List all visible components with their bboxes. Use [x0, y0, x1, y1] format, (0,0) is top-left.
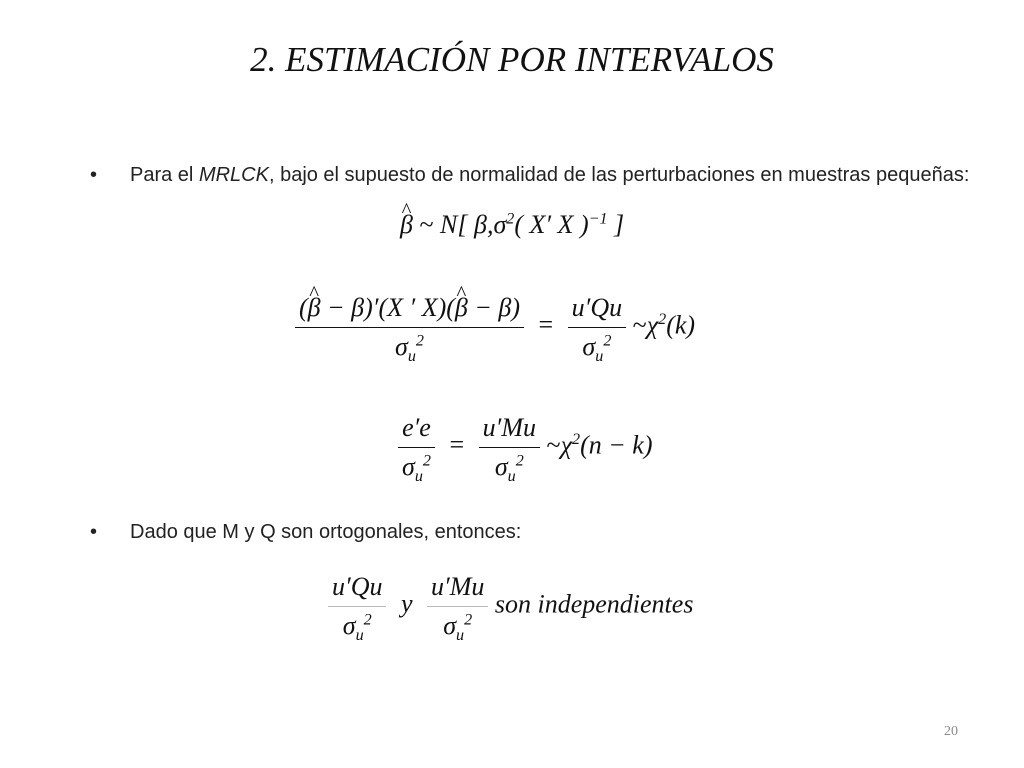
slide-number: 20 [944, 724, 958, 739]
bullet-dot: • [90, 164, 98, 186]
equation-independence: $\frac{u'Qu}{\sigma_u^2}$ y $\frac{u'Mu}{\sigma_u^2}$ son independientes [328, 572, 693, 641]
bullet-2-text: Dado que M y Q son ortogonales, entonces: [130, 521, 522, 543]
bullet-1-pre: Para el [130, 164, 199, 186]
bullet-orthogonal [90, 504, 1000, 560]
bullet-normality [90, 147, 1000, 203]
bullet-1-post: , bajo el supuesto de normalidad de las perturbaciones en muestras pequeñas: [268, 164, 970, 186]
equation-chi-square-n-k: $\frac{e'e}{\sigma_u^2}$ = $\frac{u'Mu}{\sigma_u^2}$ $\sim\chi^2(n - k)$ [398, 413, 652, 482]
slide-title: 2. ESTIMACIÓN POR INTERVALOS [250, 40, 774, 79]
eq-word-y: y [400, 589, 413, 619]
bullet-dot: • [90, 521, 98, 543]
bullet-1-em: MRLCK [198, 164, 269, 186]
eq-word-independientes: son independientes [494, 589, 694, 619]
equation-chi-square-k: $\frac{(\^{} \beta - \beta)'(X ' X)(\^{} \beta - \beta)}{\sigma_u^2}$ = $\frac{u'Qu}{\sigma_u^2}$ $\sim\chi^2(k)$ [295, 293, 695, 362]
equation-beta-distribution: ^ β ~ N[ $\beta,\sigma^2$( X′ X )$^{-1}$ ] [400, 210, 624, 240]
